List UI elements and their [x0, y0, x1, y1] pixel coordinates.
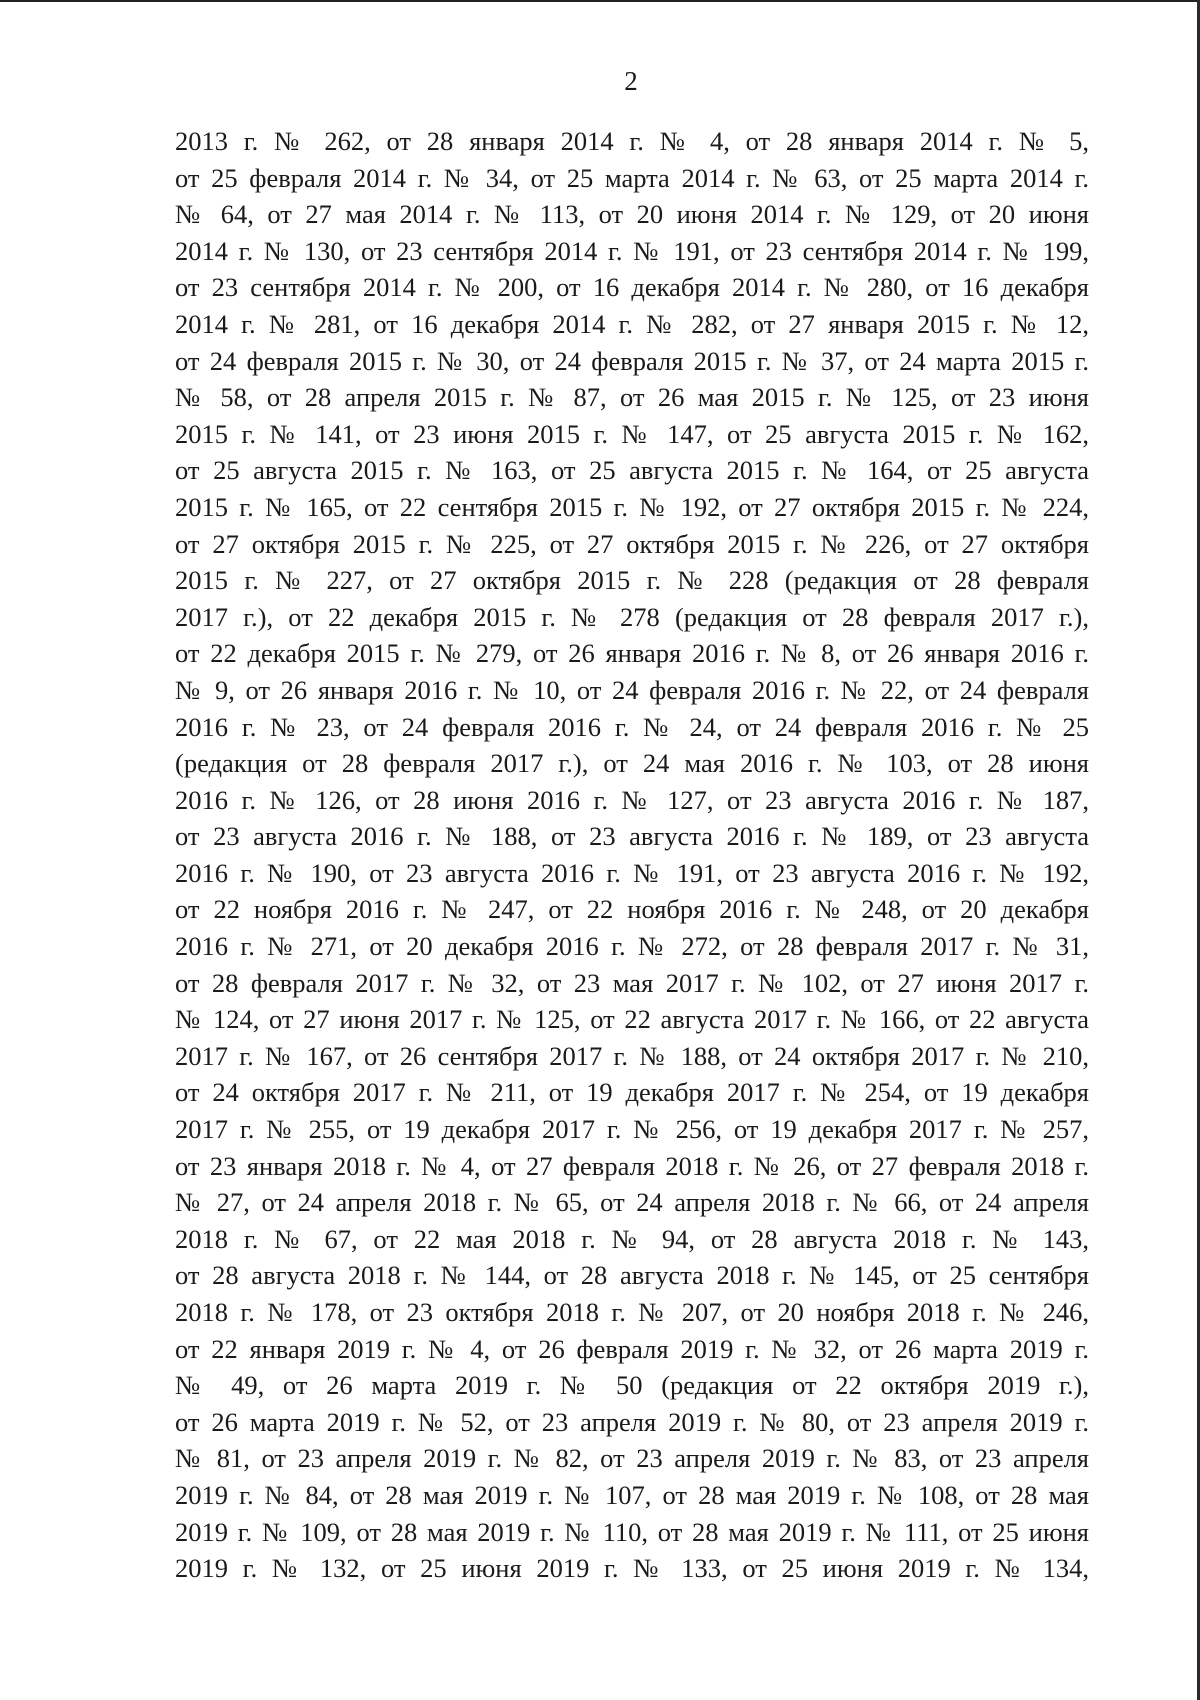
body-text-line: № 9, от 26 января 2016 г. № 10, от 24 февраля 2016 г. № 22, от 24 февраля: [175, 674, 1089, 705]
body-text-line: от 23 января 2018 г. № 4, от 27 февраля 2018 г. № 26, от 27 февраля 2018 г.: [175, 1150, 1089, 1181]
body-text-line: 2018 г. № 178, от 23 октября 2018 г. № 207, от 20 ноября 2018 г. № 246,: [175, 1297, 1089, 1327]
body-text-line: от 28 августа 2018 г. № 144, от 28 августа 2018 г. № 145, от 25 сентября: [175, 1260, 1089, 1291]
body-text-line: 2017 г.), от 22 декабря 2015 г. № 278 (редакция от 28 февраля 2017 г.),: [175, 601, 1089, 632]
body-text-line: от 22 ноября 2016 г. № 247, от 22 ноября 2016 г. № 248, от 20 декабря: [175, 894, 1089, 925]
body-text-line: от 27 октября 2015 г. № 225, от 27 октября 2015 г. № 226, от 27 октября: [175, 528, 1089, 559]
body-text-line: 2016 г. № 23, от 24 февраля 2016 г. № 24, от 24 февраля 2016 г. № 25: [175, 711, 1089, 742]
body-text-line: № 124, от 27 июня 2017 г. № 125, от 22 августа 2017 г. № 166, от 22 августа: [175, 1004, 1089, 1035]
body-text-line: № 64, от 27 мая 2014 г. № 113, от 20 июня 2014 г. № 129, от 20 июня: [175, 199, 1089, 230]
page-number: 2: [624, 66, 638, 96]
body-text-line: № 27, от 24 апреля 2018 г. № 65, от 24 апреля 2018 г. № 66, от 24 апреля: [175, 1187, 1089, 1218]
body-text-line: от 24 февраля 2015 г. № 30, от 24 февраля 2015 г. № 37, от 24 марта 2015 г.: [175, 345, 1089, 376]
body-text-line: 2019 г. № 132, от 25 июня 2019 г. № 133, от 25 июня 2019 г. № 134,: [175, 1553, 1089, 1584]
body-text-line: от 22 января 2019 г. № 4, от 26 февраля 2019 г. № 32, от 26 марта 2019 г.: [175, 1333, 1089, 1364]
body-text-line: 2015 г. № 165, от 22 сентября 2015 г. № 192, от 27 октября 2015 г. № 224,: [175, 491, 1089, 522]
body-text-line: 2016 г. № 126, от 28 июня 2016 г. № 127, от 23 августа 2016 г. № 187,: [175, 784, 1089, 815]
body-text-line: от 24 октября 2017 г. № 211, от 19 декабря 2017 г. № 254, от 19 декабря: [175, 1077, 1089, 1108]
body-text-line: № 81, от 23 апреля 2019 г. № 82, от 23 апреля 2019 г. № 83, от 23 апреля: [175, 1443, 1089, 1474]
body-text-line: 2018 г. № 67, от 22 мая 2018 г. № 94, от 28 августа 2018 г. № 143,: [175, 1223, 1089, 1254]
body-text-line: от 25 августа 2015 г. № 163, от 25 августа 2015 г. № 164, от 25 августа: [175, 455, 1089, 486]
body-text-line: от 22 декабря 2015 г. № 279, от 26 января 2016 г. № 8, от 26 января 2016 г.: [175, 638, 1089, 669]
body-text-line: (редакция от 28 февраля 2017 г.), от 24 мая 2016 г. № 103, от 28 июня: [175, 748, 1089, 779]
body-text-line: от 23 сентября 2014 г. № 200, от 16 декабря 2014 г. № 280, от 16 декабря: [175, 272, 1089, 303]
body-text-line: 2017 г. № 255, от 19 декабря 2017 г. № 256, от 19 декабря 2017 г. № 257,: [175, 1114, 1089, 1145]
scan-top-border: [0, 0, 1200, 2]
body-text-line: № 58, от 28 апреля 2015 г. № 87, от 26 мая 2015 г. № 125, от 23 июня: [175, 382, 1089, 413]
body-text-line: 2019 г. № 84, от 28 мая 2019 г. № 107, от 28 мая 2019 г. № 108, от 28 мая: [175, 1479, 1089, 1510]
document-body-text: [175, 123, 1089, 1587]
body-text-line: 2015 г. № 141, от 23 июня 2015 г. № 147, от 25 августа 2015 г. № 162,: [175, 418, 1089, 449]
body-text-line: 2014 г. № 281, от 16 декабря 2014 г. № 282, от 27 января 2015 г. № 12,: [175, 308, 1089, 339]
body-text-line: 2014 г. № 130, от 23 сентября 2014 г. № 191, от 23 сентября 2014 г. № 199,: [175, 235, 1089, 266]
body-text-line: № 49, от 26 марта 2019 г. № 50 (редакция от 22 октября 2019 г.),: [175, 1370, 1089, 1401]
body-text-line: 2017 г. № 167, от 26 сентября 2017 г. № 188, от 24 октября 2017 г. № 210,: [175, 1040, 1089, 1071]
body-text-line: от 25 февраля 2014 г. № 34, от 25 марта 2014 г. № 63, от 25 марта 2014 г.: [175, 162, 1089, 193]
body-text-line: 2016 г. № 190, от 23 августа 2016 г. № 191, от 23 августа 2016 г. № 192,: [175, 857, 1089, 888]
body-text-line: 2019 г. № 109, от 28 мая 2019 г. № 110, от 28 мая 2019 г. № 111, от 25 июня: [175, 1516, 1089, 1547]
body-text-line: 2013 г. № 262, от 28 января 2014 г. № 4, от 28 января 2014 г. № 5,: [175, 126, 1089, 156]
body-text-line: 2015 г. № 227, от 27 октября 2015 г. № 228 (редакция от 28 февраля: [175, 565, 1089, 596]
body-text-line: от 26 марта 2019 г. № 52, от 23 апреля 2019 г. № 80, от 23 апреля 2019 г.: [175, 1406, 1089, 1437]
body-text-line: 2016 г. № 271, от 20 декабря 2016 г. № 272, от 28 февраля 2017 г. № 31,: [175, 931, 1089, 962]
body-text-line: от 28 февраля 2017 г. № 32, от 23 мая 2017 г. № 102, от 27 июня 2017 г.: [175, 967, 1089, 998]
body-text-line: от 23 августа 2016 г. № 188, от 23 августа 2016 г. № 189, от 23 августа: [175, 821, 1089, 852]
